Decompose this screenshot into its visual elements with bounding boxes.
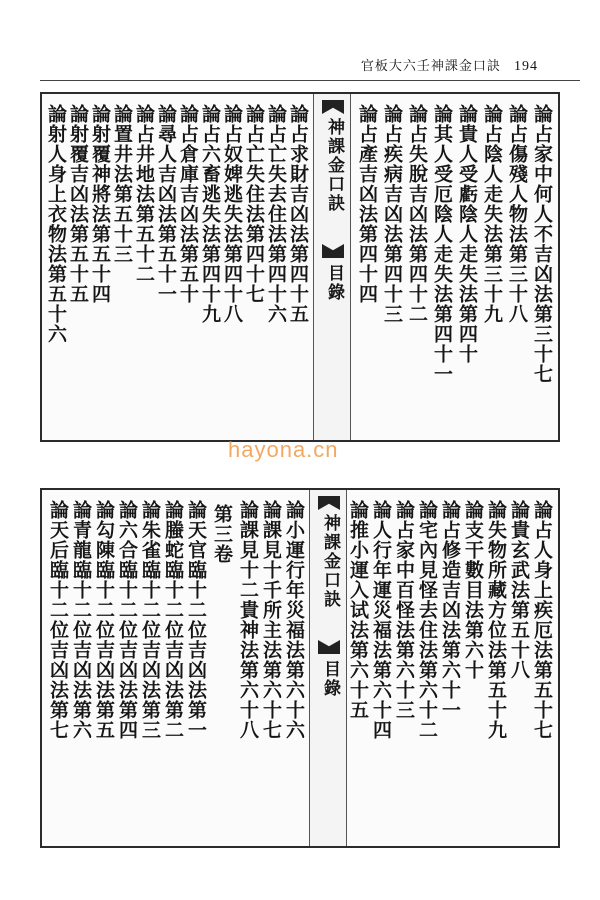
toc-entry: 論占六畜逃失法第四十九 [198, 104, 222, 432]
toc-entry: 論六合臨十二位吉凶法第四 [115, 500, 139, 838]
watermark: hayona.cn [228, 437, 339, 462]
toc-entry: 論失物所藏方位法第五十九 [484, 500, 508, 838]
running-header [361, 55, 538, 75]
center-section-label: 目錄 [320, 660, 340, 698]
toc-entry: 論課見十二貴神法第六十八 [236, 500, 260, 838]
toc-entry: 論螣蛇臨十二位吉凶法第二 [161, 500, 185, 838]
toc-entry: 論射人身上衣物法第五十六 [44, 104, 68, 432]
toc-entry: 論占人身上疾厄法第五十七 [530, 500, 554, 838]
page-number: 194 [514, 59, 538, 74]
toc-entry: 論射覆吉凶法第五十五 [66, 104, 90, 432]
toc-entry: 論占疾病吉凶法第四十三 [380, 104, 404, 432]
toc-entry: 論貴人受虧陰人走失法第四十 [455, 104, 479, 432]
book-title: 官板大六壬神課金口訣 [360, 59, 501, 74]
toc-entry: 論小運行年災福法第六十六 [282, 500, 306, 838]
toc-entry: 論占求財吉凶法第四十五 [286, 104, 310, 432]
toc-entry: 論貴玄武法第五十八 [507, 500, 531, 838]
toc-entry: 論勾陳臨十二位吉凶法第五 [92, 500, 116, 838]
toc-entry: 論朱雀臨十二位吉凶法第三 [138, 500, 162, 838]
toc-entry: 論支干數目法第六十 [461, 500, 485, 838]
toc-entry: 論占傷殘人物法第三十八 [505, 104, 529, 432]
center-section-label: 目錄 [324, 264, 344, 302]
toc-entry: 論占亡失住法第四十七 [242, 104, 266, 432]
toc-entry: 論人行年運災福法第六十四 [369, 500, 393, 838]
toc-entry: 論占井地法第五十二 [132, 104, 156, 432]
toc-entry: 論青龍臨十二位吉凶法第六 [69, 500, 93, 838]
toc-entry: 論占倉庫吉凶法第五十 [176, 104, 200, 432]
toc-entry: 論占陰人走失法第三十九 [480, 104, 504, 432]
bottom-page-block [40, 488, 560, 848]
toc-entry: 論占產吉凶法第四十四 [355, 104, 379, 432]
toc-entry: 論射覆神將法第五十四 [88, 104, 112, 432]
toc-entry: 論占家中百怪法第六十三 [392, 500, 416, 838]
toc-entry: 論占失脫吉凶法第四十二 [405, 104, 429, 432]
center-book-title: 神課金口訣 [324, 118, 344, 213]
toc-entry: 論占亡失去住法第四十六 [264, 104, 288, 432]
toc-entry: 論置井法第五十三 [110, 104, 134, 432]
toc-entry: 論占奴婢逃失法第四十八 [220, 104, 244, 432]
volume-heading: 第三卷 [211, 504, 233, 564]
toc-entry: 論課見十千所主法第六十七 [259, 500, 283, 838]
toc-entry: 論占家中何人不吉凶法第三十七 [530, 104, 554, 432]
header-rule [40, 80, 580, 81]
toc-entry: 論宅內見怪去住法第六十二 [415, 500, 439, 838]
toc-entry: 論推小運入试法第六十五 [346, 500, 370, 838]
top-page-block [40, 92, 560, 442]
toc-entry: 論天后臨十二位吉凶法第七 [46, 500, 70, 838]
toc-entry: 論天官臨十二位吉凶法第一 [184, 500, 208, 838]
toc-entry: 論其人受厄陰人走失法第四十一 [430, 104, 454, 432]
toc-entry: 論占修造吉凶法第六十一 [438, 500, 462, 838]
toc-entry: 論尋人吉凶法第五十一 [154, 104, 178, 432]
center-book-title: 神課金口訣 [320, 514, 340, 609]
